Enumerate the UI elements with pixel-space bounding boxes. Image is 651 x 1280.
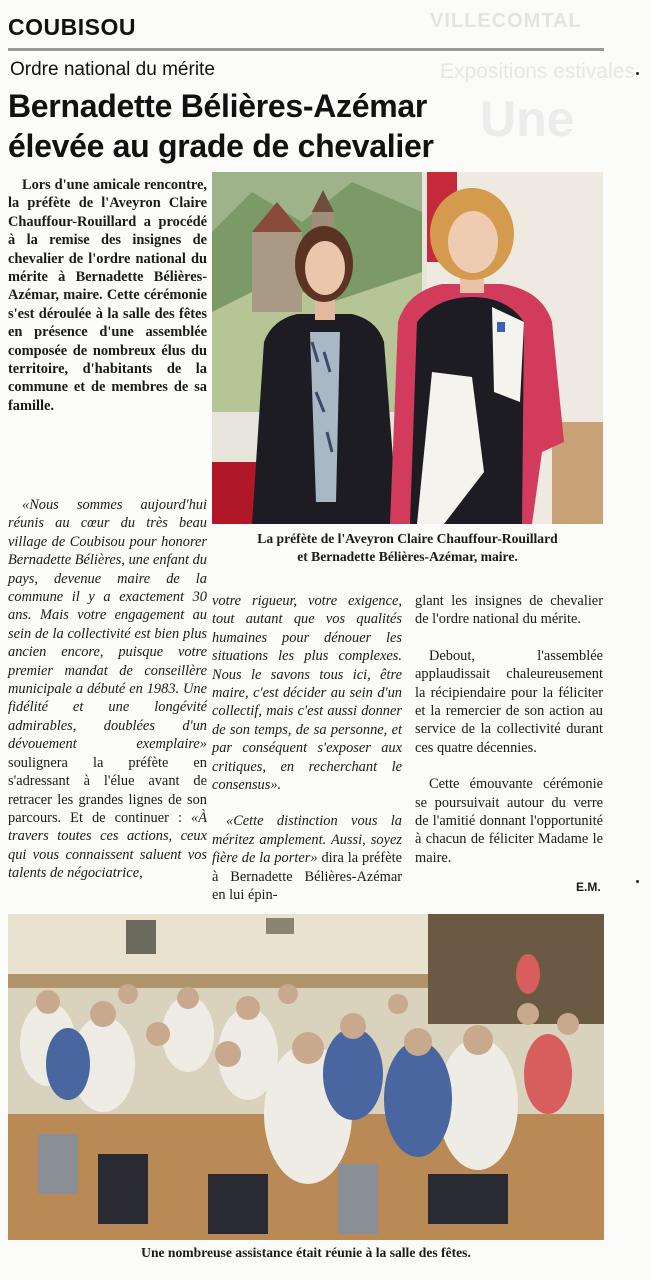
- body-column-1: [8, 496, 207, 883]
- headline-line-1: Bernadette Bélières-Azémar: [8, 88, 428, 124]
- ghost-adjacent-headline: Une: [480, 91, 575, 147]
- col1-quote2: «À travers toutes ces actions, ceux qui vous connaissent saluent vos talents de négociatrice,: [8, 809, 207, 882]
- body-column-2: [212, 592, 402, 905]
- photo-audience: [8, 914, 604, 1240]
- col3-paragraph-2: Debout, l'assemblée applaudissait chaleureusement la récipiendaire pour la féliciter et la remercier de son action au service de la collectivité durant ces quatre décennies.: [415, 647, 603, 756]
- col1-paragraph: [8, 496, 207, 883]
- kicker: Ordre national du mérite: [10, 59, 215, 80]
- col2-paragraph-2: [212, 812, 402, 904]
- lead-text: Lors d'une amicale rencontre, la préfète de l'Aveyron Claire Chauffour-Rouillard a procédé à la remise des insignes de chevalier de l'ordre national du mérite à Bernadette Bélières-Azémar, maire. Cette cérémonie s'est déroulée à la salle des fêtes en présence d'une assemblée composée de nombreux élus du territoire, d'habitants de la commune et de membres de sa famille.: [8, 177, 207, 414]
- photo1-caption-line2: et Bernadette Bélières-Azémar, maire.: [297, 549, 518, 564]
- col2-quote2: «Cette distinction vous la méritez amplement. Aussi, soyez fière de la porter»: [212, 813, 402, 867]
- col2-text2: dira la préfète à Bernadette Bélières-Azémar en lui épin-: [212, 850, 402, 904]
- headline-line-2: élevée au grade de chevalier: [8, 128, 434, 164]
- lead-paragraph: [8, 176, 207, 415]
- photo2-caption: Une nombreuse assistance était réunie à la salle des fêtes.: [141, 1245, 471, 1260]
- author-signature: E.M.: [576, 880, 601, 894]
- col1-quote: «Nous sommes aujourd'hui réunis au cœur du très beau village de Coubisou pour honorer Bernadette Bélières, une enfant du pays, devenue maire de la commune il y a exactement 30 ans. Mais votre engagement au sein de la collectivité est bien plus ancien encore, puisque votre premier mandat de conseillère municipale a débuté en 1983. Une fidélité et une longévité admirables, doublées d'un dévouement exemplaire»: [8, 497, 207, 753]
- photo1-caption-line1: La préfète de l'Aveyron Claire Chauffour-Rouillard: [257, 531, 558, 546]
- section-rule: [8, 48, 604, 51]
- col3-paragraph-1: glant les insignes de chevalier de l'ordre national du mérite.: [415, 593, 603, 628]
- section-title: COUBISOU: [8, 14, 136, 40]
- margin-dot: [636, 72, 639, 75]
- ghost-adjacent-text: Expositions estivales: [440, 60, 635, 83]
- col2-quote: votre rigueur, votre exigence, tout autant que vos qualités humaines pour dénouer les situations les plus complexes. Nous le savons tous ici, être maire, c'est décider au sein d'un collectif, mais c'est aussi donner de son temps, de sa personne, et par conséquent s'exposer aux critiques, en recherchant le consensus».: [212, 593, 402, 794]
- col3-paragraph-3: Cette émouvante cérémonie se poursuivait autour du verre de l'amitié donnant l'opportunité à chacun de féliciter Madame le maire.: [415, 776, 603, 866]
- margin-dot: [636, 880, 639, 883]
- ghost-banner-text: VILLECOMTAL: [430, 10, 582, 32]
- col2-paragraph-1: [212, 592, 402, 794]
- photo-prefect-and-mayor: [212, 172, 603, 524]
- body-column-3: [415, 592, 603, 867]
- col1-text: soulignera la préfète en s'adressant à l'élue avant de retracer les grandes lignes de son parcours. Et de continuer :: [8, 754, 207, 826]
- photo1-caption: [212, 530, 603, 566]
